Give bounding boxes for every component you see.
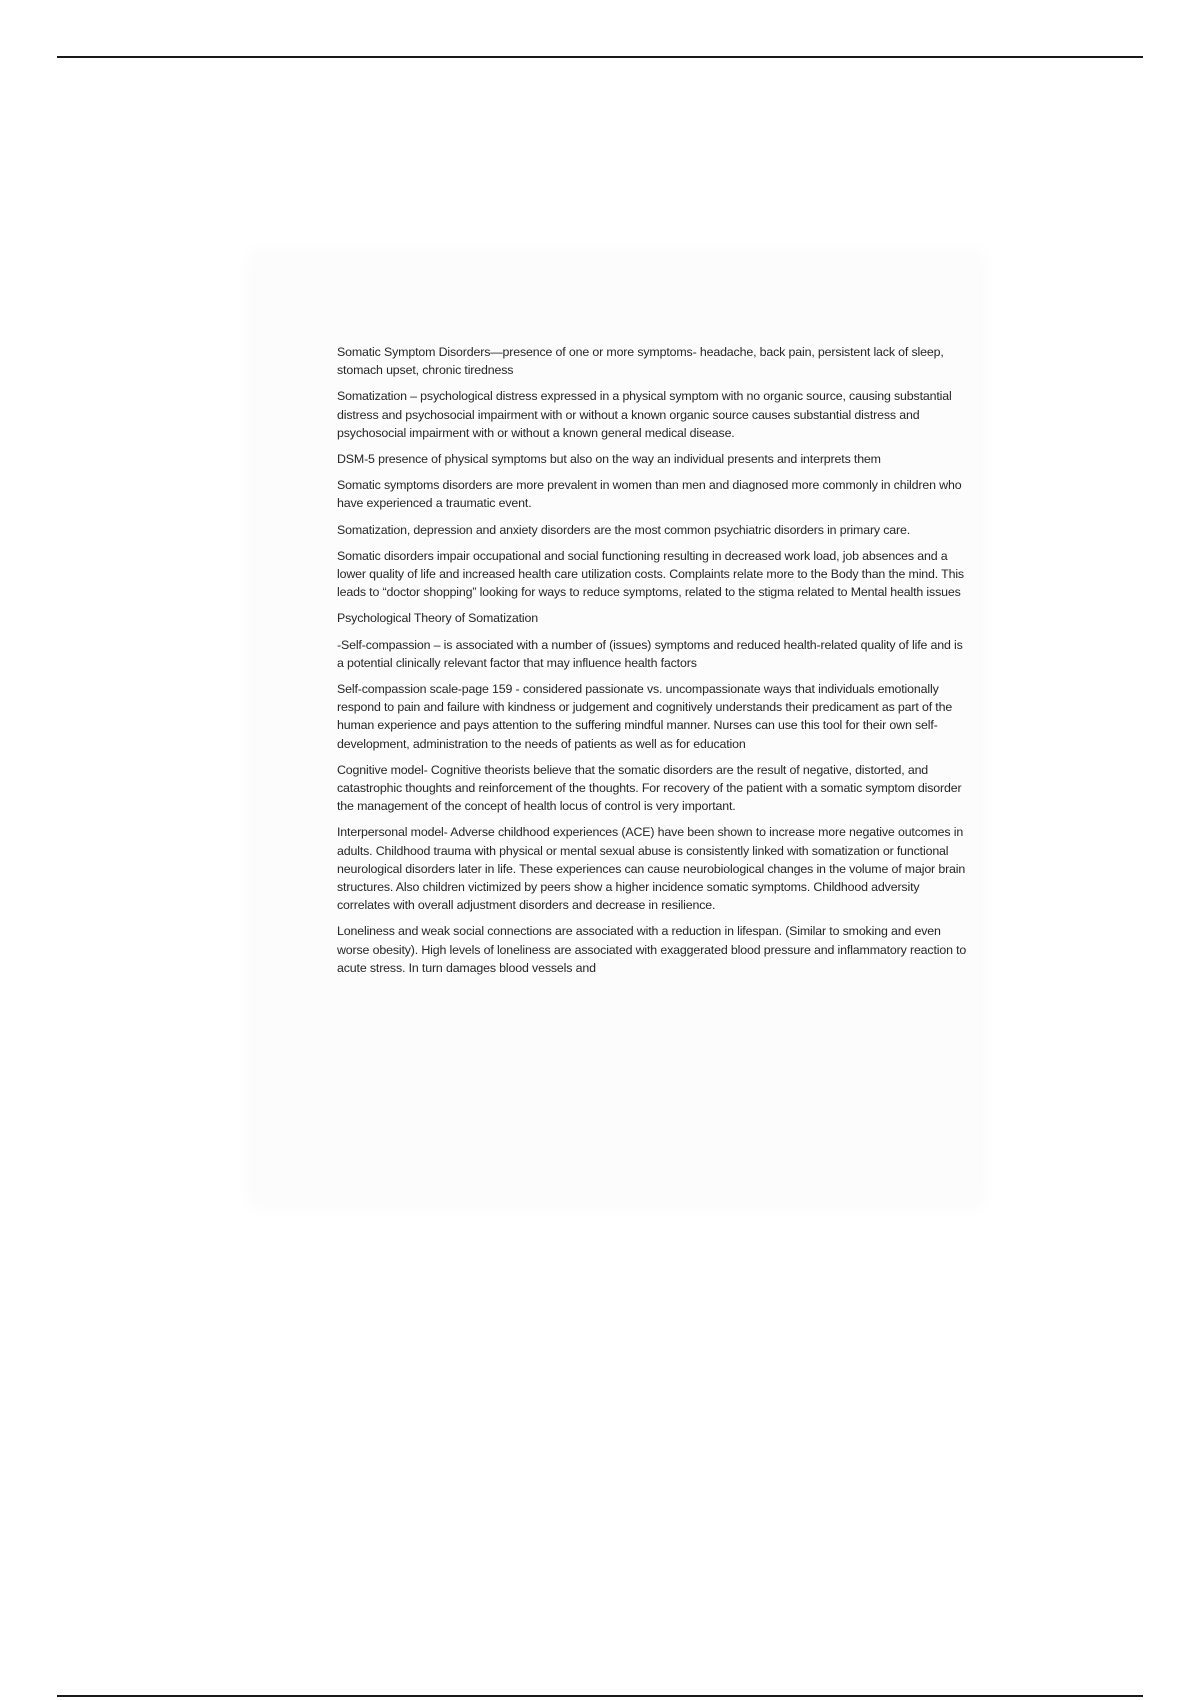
paragraph-somatization: Somatization – psychological distress expressed in a physical symptom with no organic source, causing substantial distress and psychosocial impairment with or without a known organic source causes substantial distress and psychosocial impairment with or without a known general medical disease. <box>337 389 952 440</box>
paragraph-somatic-symptom-disorders: Somatic Symptom Disorders—presence of one or more symptoms- headache, back pain, persistent lack of sleep, stomach upset, chronic tiredness <box>337 345 944 378</box>
paragraph-self-compassion: -Self-compassion – is associated with a number of (issues) symptoms and reduced health-related quality of life and is a potential clinically relevant factor that may influence health factors <box>337 637 963 670</box>
paragraph-functional-impairment: Somatic disorders impair occupational and social functioning resulting in decreased work load, job absences and a lower quality of life and increased health care utilization costs. Complaints relate more to the Body than the mind. This leads to “doctor shopping” looking for ways to reduce symptoms, related to the stigma related to Mental health issues <box>337 548 964 600</box>
paragraph-primary-care: Somatization, depression and anxiety disorders are the most common psychiatric disorders in primary care. <box>337 522 911 537</box>
paragraph-self-compassion-scale: Self-compassion scale-page 159 - considered passionate vs. uncompassionate ways that individuals emotionally respond to pain and failure with kindness or judgement and cognitively understands their predicament as part of the human experience and pays attention to the suffering mindful manner. Nurses can use this tool for their own self-development, administration to the needs of patients as well as for education <box>337 682 953 751</box>
paragraph-prevalence: Somatic symptoms disorders are more prevalent in women than men and diagnosed more commonly in children who have experienced a traumatic event. <box>337 478 962 511</box>
paragraph-dsm5: DSM-5 presence of physical symptoms but also on the way an individual presents and interprets them <box>337 452 881 467</box>
paragraph-cognitive-model: Cognitive model- Cognitive theorists believe that the somatic disorders are the result of negative, distorted, and catastrophic thoughts and reinforcement of the thoughts. For recovery of the patient with a somatic symptom disorder the management of the concept of health locus of control is very important. <box>337 762 962 814</box>
paragraph-loneliness: Loneliness and weak social connections are associated with a reduction in lifespan. (Similar to smoking and even worse obesity). High levels of loneliness are associated with exaggerated blood pressure and inflammatory reaction to acute stress. In turn damages blood vessels and <box>337 924 967 975</box>
paragraph-interpersonal-model: Interpersonal model- Adverse childhood experiences (ACE) have been shown to increase more negative outcomes in adults. Childhood trauma with physical or mental sexual abuse is consistently linked with somatization or functional neurological disorders later in life. These experiences can cause neurobiological changes in the volume of major brain structures. Also children victimized by peers show a higher incidence somatic symptoms. Childhood adversity correlates with overall adjustment disorders and decrease in resilience. <box>337 825 966 913</box>
section-heading-psychological-theory: Psychological Theory of Somatization <box>337 611 538 626</box>
bottom-divider <box>57 1695 1143 1697</box>
document-body <box>337 343 967 985</box>
top-divider <box>57 56 1143 58</box>
